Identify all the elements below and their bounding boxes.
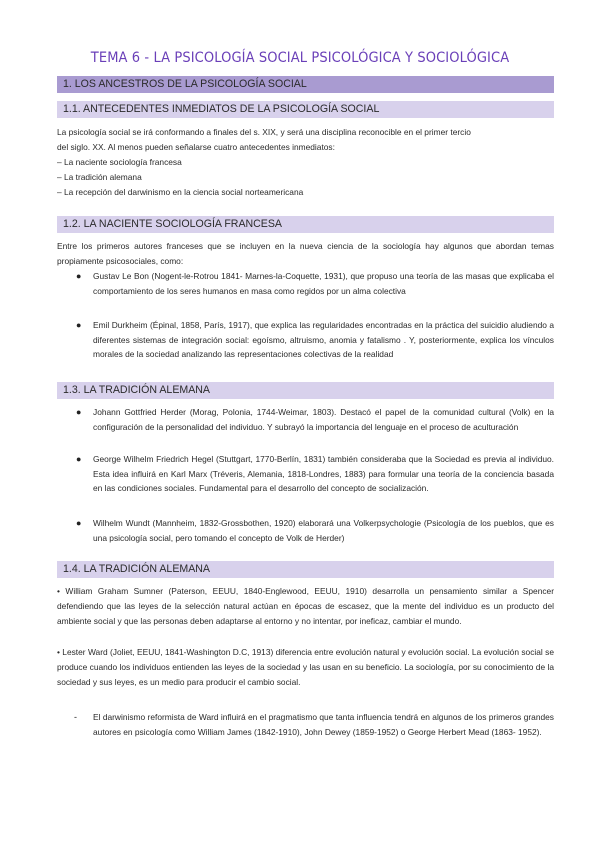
section-heading-1: 1. LOS ANCESTROS DE LA PSICOLOGÍA SOCIAL xyxy=(57,76,554,93)
list-item-herder: Johann Gottfried Herder (Morag, Polonia, 1744-Weimar, 1803). Destacó el papel de la comunidad cultural (Volk) en la configuración de la personalidad del individuo. Y subrayó la importancia del lenguaje en el proceso de aculturación xyxy=(93,407,554,432)
intro-line-5: – La recepción del darwinismo en la ciencia social norteamericana xyxy=(57,187,304,197)
list-item-durkheim: Emil Durkheim (Épinal, 1858, París, 1917), que explica las regularidades encontradas en la práctica del suicidio aludiendo a diferentes sistemas de integración social: egoísmo, altruismo, anomia y fatalismo . Y, posteriormente, explica los vínculos morales de la sociedad analizando las representaciones colectivas de la realidad xyxy=(93,320,554,359)
sumner-paragraph: • William Graham Sumner (Paterson, EEUU, 1840-Englewood, EEUU, 1910) desarrolla un pensamiento similar a Spencer defendiendo que las leyes de la selección natural actúan en épocas de escasez, que la mente del individuo es un producto del ambiente social y que las personas deben adaptarse al entorno y no intentar, por ineficaz, cambiar el mundo. xyxy=(57,586,554,626)
bullet-marker: ● xyxy=(76,271,82,281)
intro-line-4: – La tradición alemana xyxy=(57,172,142,182)
ward-paragraph: • Lester Ward (Joliet, EEUU, 1841-Washington D.C, 1913) diferencia entre evolución natural y evolución social. La evolución social se produce cuando los individuos entienden las leyes de la sociedad y las usan en su beneficio. La sociología, por su conocimiento de la sociedad y sus leyes, es un medio para producir el cambio social. xyxy=(57,647,554,687)
list-item-le-bon: Gustav Le Bon (Nogent-le-Rotrou 1841- Marnes-la-Coquette, 1931), que propuso una teoría de las masas que explicaba el comportamiento de los seres humanos en masa como regidos por un alma colectiva xyxy=(93,271,554,296)
page-title: TEMA 6 - LA PSICOLOGÍA SOCIAL PSICOLÓGICA Y SOCIOLÓGICA xyxy=(90,50,510,66)
section-heading-1-3: 1.3. LA TRADICIÓN ALEMANA xyxy=(57,382,554,399)
bullet-marker: ● xyxy=(76,407,82,417)
section-heading-1-2: 1.2. LA NACIENTE SOCIOLOGÍA FRANCESA xyxy=(57,216,554,233)
french-intro: Entre los primeros autores franceses que se incluyen en la nueva ciencia de la sociología hay algunos que abordan temas propiamente psicosociales, como: xyxy=(57,241,554,266)
list-item-wundt: Wilhelm Wundt (Mannheim, 1832-Grossbothen, 1920) elaborará una Volkerpsychologie (Psicología de los pueblos, que es una psicología social, pero tomando el concepto de Volk de Herder) xyxy=(93,518,554,543)
intro-line-1: La psicología social se irá conformando a finales del s. XIX, y será una disciplina reconocible en el primer tercio xyxy=(57,127,471,137)
bullet-marker: ● xyxy=(76,518,82,528)
intro-line-2: del siglo. XX. Al menos pueden señalarse cuatro antecedentes inmediatos: xyxy=(57,142,335,152)
section-heading-1-1: 1.1. ANTECEDENTES INMEDIATOS DE LA PSICOLOGÍA SOCIAL xyxy=(57,101,554,118)
dash-marker: - xyxy=(74,712,77,722)
list-item-hegel: George Wilhelm Friedrich Hegel (Stuttgart, 1770-Berlín, 1831) también consideraba que la Sociedad es previa al individuo. Esta idea influirá en Karl Marx (Tréveris, Alemania, 1818-Londres, 1883) para formular una teoría de la conciencia basada en las condiciones sociales. Fundamental para el desarrollo del concepto de socialización. xyxy=(93,454,554,493)
section-heading-1-4: 1.4. LA TRADICIÓN ALEMANA xyxy=(57,561,554,578)
bullet-marker: ● xyxy=(76,454,82,464)
intro-paragraph xyxy=(57,125,554,200)
bullet-marker: ● xyxy=(76,320,82,330)
intro-line-3: – La naciente sociología francesa xyxy=(57,157,182,167)
list-item-ward-influence: El darwinismo reformista de Ward influirá en el pragmatismo que tanta influencia tendrá en algunos de los primeros grandes autores en psicología como William James (1842-1910), John Dewey (1859-1952) o George Herbert Mead (1863- 1952). xyxy=(93,712,554,737)
